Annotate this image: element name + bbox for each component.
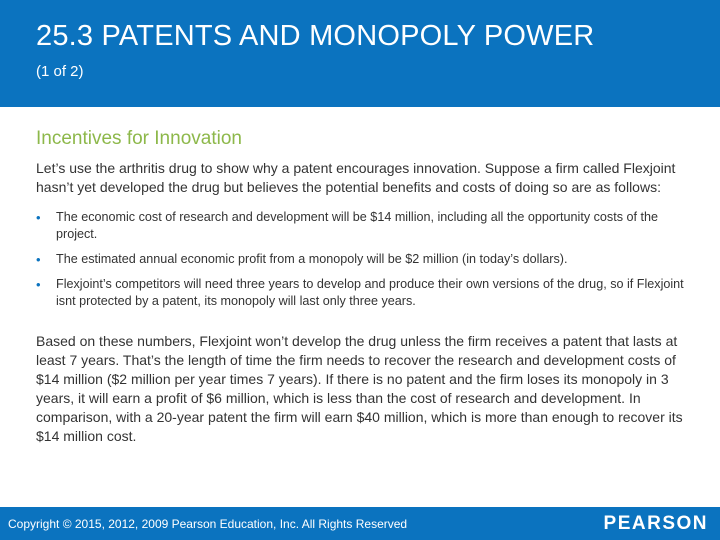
slide-title: 25.3 PATENTS AND MONOPOLY POWER: [36, 20, 595, 52]
bullet-text: Flexjoint’s competitors will need three years to develop and produce their own versions of the drug, so if Flexjoint isnt protected by a patent, its monopoly will last only three years.: [56, 277, 684, 308]
bullet-text: The economic cost of research and development will be $14 million, including all the opportunity costs of the project.: [56, 210, 659, 241]
bullet-list: [36, 209, 686, 310]
slide-subtitle: (1 of 2): [36, 63, 84, 80]
bullet-icon: •: [36, 277, 41, 292]
bullet-item: [36, 209, 686, 243]
copyright-text: Copyright © 2015, 2012, 2009 Pearson Education, Inc. All Rights Reserved: [8, 517, 408, 531]
section-heading: Incentives for Innovation: [36, 128, 242, 149]
bullet-icon: •: [36, 252, 41, 267]
intro-paragraph: Let’s use the arthritis drug to show why a patent encourages innovation. Suppose a firm called Flexjoint hasn’t yet developed the drug but believes the potential benefits and costs of doing so are as follows:: [36, 160, 676, 195]
bullet-item: [36, 251, 686, 268]
title-bar: [0, 0, 720, 107]
pearson-logo: PEARSON: [603, 513, 708, 534]
footer-bar: [0, 507, 720, 540]
bullet-item: [36, 276, 686, 310]
closing-paragraph: Based on these numbers, Flexjoint won’t develop the drug unless the firm receives a patent that lasts at least 7 years. That’s the length of time the firm needs to recover the research and development costs of $14 million ($2 million per year times 7 years). If there is no patent and the firm loses its monopoly in 3 years, it will earn a profit of $6 million, which is less than the cost of research and development. In comparison, with a 20-year patent the firm will earn $40 million, which is more than enough to recover its $14 million cost.: [36, 333, 683, 444]
bullet-text: The estimated annual economic profit from a monopoly will be $2 million (in today’s dollars).: [56, 252, 568, 266]
bullet-icon: •: [36, 210, 41, 225]
slide-body: [36, 128, 686, 446]
